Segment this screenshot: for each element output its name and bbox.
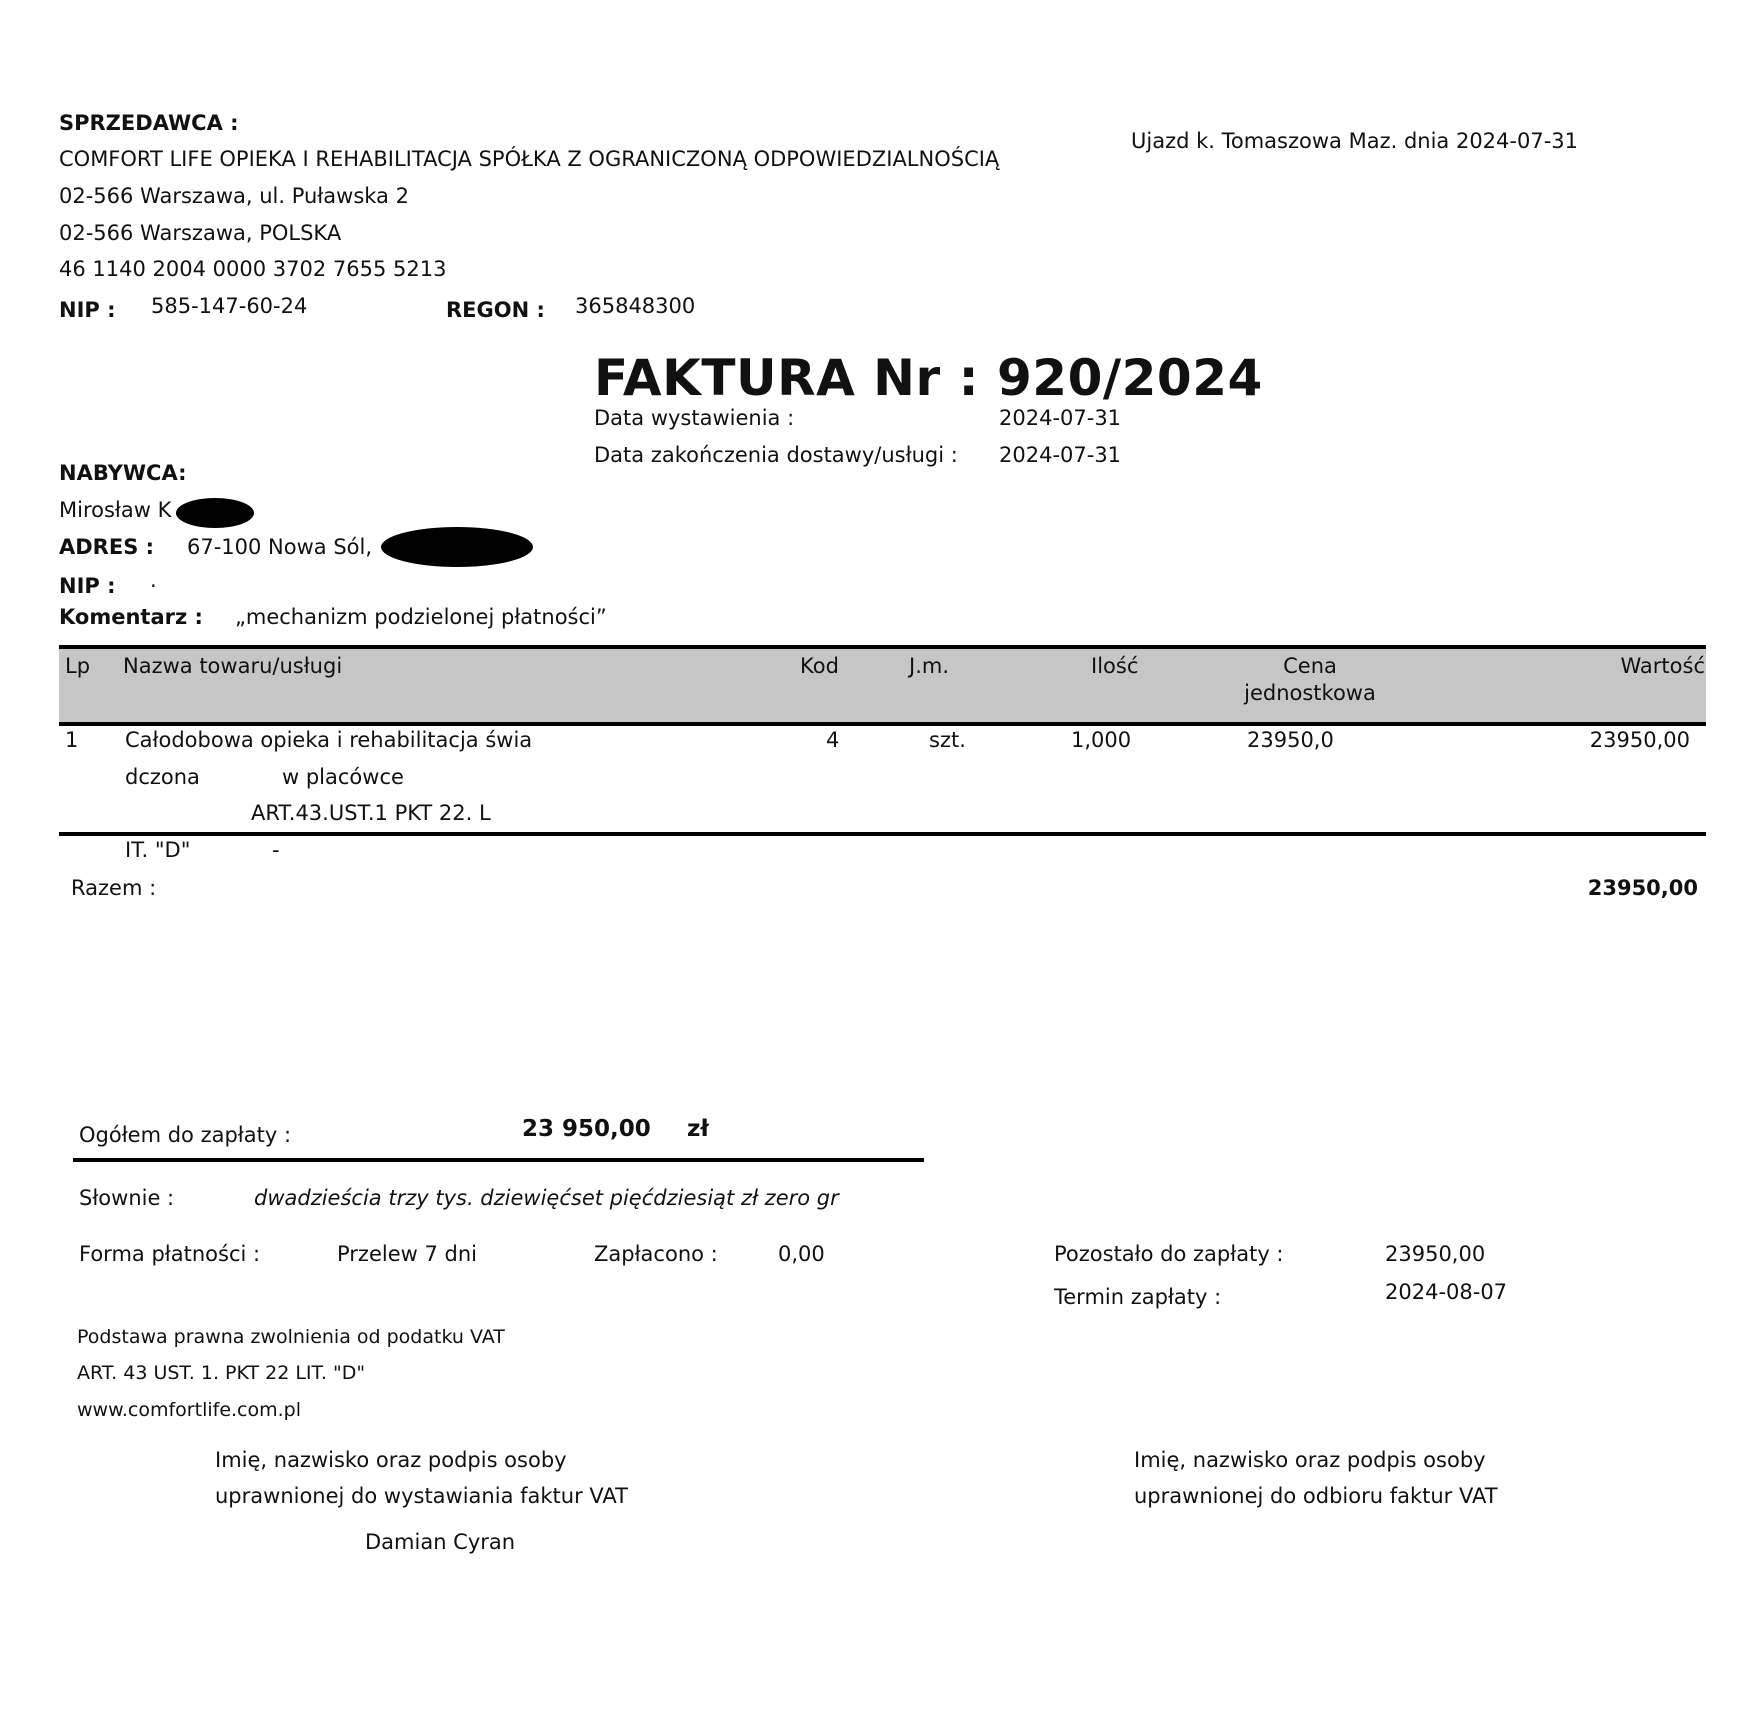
buyer-address-value: 67-100 Nowa Sól, [187,535,373,559]
buyer-nip-label: NIP : [59,574,116,598]
row-name-line2b: w placówce [282,765,404,789]
row-lp: 1 [65,728,79,752]
row-name-line1: Całodobowa opieka i rehabilitacja świa [125,728,533,752]
seller-address-line2: 02-566 Warszawa, POLSKA [59,221,342,245]
buyer-heading: NABYWCA: [59,461,187,485]
recipient-signature-caption-line2: uprawnionej do odbioru faktur VAT [1134,1484,1498,1508]
row-wartosc: 23950,00 [1589,728,1690,752]
vat-basis-line1: Podstawa prawna zwolnienia od podatku VAT [77,1326,505,1348]
col-header-jm: J.m. [909,654,950,678]
recipient-signature-caption-line1: Imię, nazwisko oraz podpis osoby [1134,1448,1486,1472]
seller-bank-account: 46 1140 2004 0000 3702 7655 5213 [59,257,447,281]
redaction-mark [176,498,254,528]
total-to-pay-label: Ogółem do zapłaty : [79,1123,292,1147]
amount-in-words-label: Słownie : [79,1186,175,1210]
issuer-signature-caption-line1: Imię, nazwisko oraz podpis osoby [215,1448,567,1472]
total-to-pay-value: 23 950,00 [522,1116,651,1142]
buyer-address-label: ADRES : [59,535,155,559]
delivery-date-label: Data zakończenia dostawy/usługi : [594,443,958,467]
seller-nip-label: NIP : [59,298,116,322]
col-header-cena-line2: jednostkowa [1244,681,1376,705]
row-jm: szt. [929,728,966,752]
seller-regon-value: 365848300 [575,294,696,318]
col-header-name: Nazwa towaru/usługi [123,654,343,678]
vat-basis-line2: ART. 43 UST. 1. PKT 22 LIT. "D" [77,1362,366,1384]
row-kod: 4 [826,728,840,752]
comment-label: Komentarz : [59,605,203,629]
website: www.comfortlife.com.pl [77,1399,302,1421]
payment-method-value: Przelew 7 dni [337,1242,477,1266]
invoice-title: FAKTURA Nr : 920/2024 [594,349,1263,407]
issue-date-value: 2024-07-31 [999,406,1122,430]
remaining-label: Pozostało do zapłaty : [1054,1242,1284,1266]
remaining-value: 23950,00 [1385,1242,1486,1266]
payment-method-label: Forma płatności : [79,1242,261,1266]
redaction-mark [381,527,533,567]
issue-date-label: Data wystawienia : [594,406,795,430]
razem-label: Razem : [71,876,157,900]
row-cena: 23950,0 [1247,728,1334,752]
col-header-ilosc: Ilość [1091,654,1139,678]
col-header-lp: Lp [65,654,91,678]
seller-address-line1: 02-566 Warszawa, ul. Puławska 2 [59,184,409,208]
comment-value: „mechanizm podzielonej płatności” [235,605,607,629]
seller-regon-label: REGON : [446,298,545,322]
buyer-nip-value: · [150,574,157,598]
due-date-value: 2024-08-07 [1385,1280,1508,1304]
paid-value: 0,00 [778,1242,825,1266]
razem-value: 23950,00 [1587,876,1698,900]
row-name-line3: ART.43.UST.1 PKT 22. L [251,801,491,825]
row-name-line2: dczona [125,765,200,789]
amount-in-words-value: dwadzieścia trzy tys. dziewięćset pięćdziesiąt zł zero gr [254,1186,839,1210]
delivery-date-value: 2024-07-31 [999,443,1122,467]
seller-heading: SPRZEDAWCA : [59,111,239,135]
row-ilosc: 1,000 [1071,728,1132,752]
currency: zł [687,1116,709,1142]
seller-name: COMFORT LIFE OPIEKA I REHABILITACJA SPÓŁKA Z OGRANICZONĄ ODPOWIEDZIALNOŚCIĄ [59,147,1000,171]
col-header-cena: Cena [1283,654,1337,678]
due-date-label: Termin zapłaty : [1054,1285,1222,1309]
table-bottom-rule [59,832,1706,836]
col-header-kod: Kod [800,654,839,678]
place-and-date: Ujazd k. Tomaszowa Maz. dnia 2024-07-31 [1131,129,1578,153]
row-name-line4: IT. "D" [125,838,191,862]
buyer-name: Mirosław K [59,498,172,522]
col-header-wartosc: Wartość [1620,654,1705,678]
issuer-signature-caption-line2: uprawnionej do wystawiania faktur VAT [215,1484,628,1508]
row-name-line4b: - [272,838,280,862]
total-underline [73,1158,924,1162]
issuer-name: Damian Cyran [365,1530,516,1554]
seller-nip-value: 585-147-60-24 [151,294,308,318]
paid-label: Zapłacono : [594,1242,718,1266]
